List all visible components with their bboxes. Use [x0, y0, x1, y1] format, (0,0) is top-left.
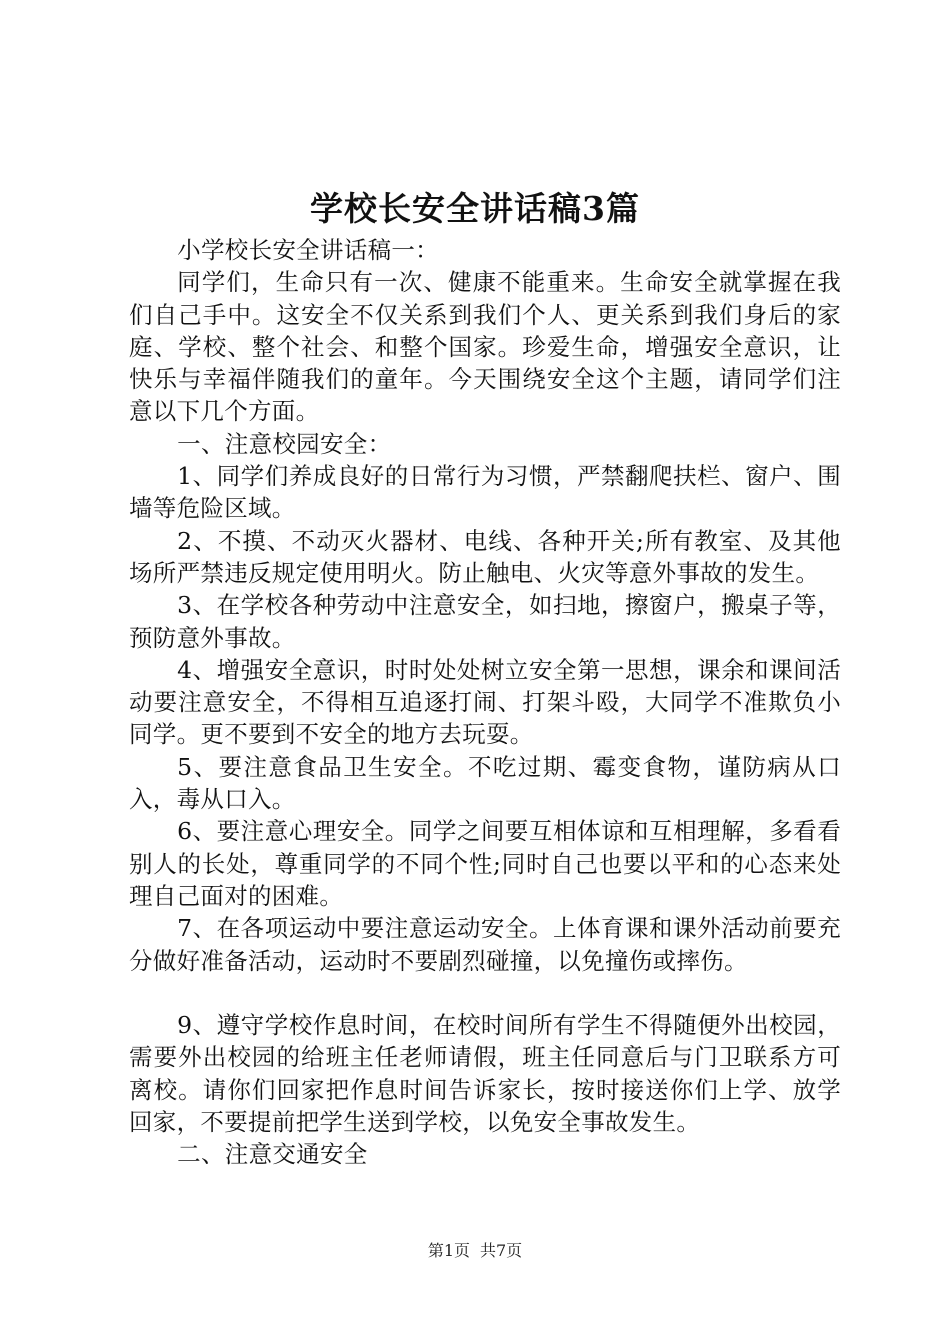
page-footer — [0, 1239, 950, 1263]
section-heading-campus-safety: 一、注意校园安全： — [177, 429, 392, 458]
document-body — [129, 234, 841, 1171]
paragraph-heading-intro: 小学校长安全讲话稿一： — [177, 236, 439, 264]
list-item-4: 4、增强安全意识，时时处处树立安全第一思想，课余和课间活动要注意安全，不得相互追逐打闹、打架斗殴，大同学不准欺负小同学。更不要到不安全的地方去玩耍。 — [129, 655, 841, 749]
section-heading-traffic-safety: 二、注意交通安全 — [177, 1140, 368, 1169]
document-title: 学校长安全讲话稿3篇 — [310, 189, 640, 228]
paragraph-opening: 同学们，生命只有一次、健康不能重来。生命安全就掌握在我们自己手中。这安全不仅关系到我们个人、更关系到我们身后的家庭、学校、整个社会、和整个国家。珍爱生命，增强安全意识，让快乐与幸福伴随我们的童年。今天围绕安全这个主题，请同学们注意以下几个方面。 — [129, 268, 841, 426]
list-item-3: 3、在学校各种劳动中注意安全，如扫地，擦窗户，搬桌子等，预防意外事故。 — [129, 591, 841, 652]
blank-line — [129, 977, 841, 1009]
list-item-1: 1、同学们养成良好的日常行为习惯，严禁翻爬扶栏、窗户、围墙等危险区域。 — [129, 462, 841, 523]
list-item-6: 6、要注意心理安全。同学之间要互相体谅和互相理解，多看看别人的长处，尊重同学的不同个性;同时自己也要以平和的心态来处理自己面对的困难。 — [129, 817, 841, 910]
list-item-9: 9、遵守学校作息时间，在校时间所有学生不得随便外出校园，需要外出校园的给班主任老师请假，班主任同意后与门卫联系方可离校。请你们回家把作息时间告诉家长，按时接送你们上学、放学回家，不要提前把学生送到学校，以免安全事故发生。 — [129, 1011, 841, 1137]
page-number: 第1页 — [427, 1241, 470, 1260]
list-item-5: 5、要注意食品卫生安全。不吃过期、霉变食物，谨防病从口入，毒从口入。 — [129, 752, 841, 814]
list-item-2: 2、不摸、不动灭火器材、电线、各种开关;所有教室、及其他场所严禁违反规定使用明火。防止触电、火灾等意外事故的发生。 — [129, 526, 841, 587]
list-item-7: 7、在各项运动中要注意运动安全。上体育课和课外活动前要充分做好准备活动，运动时不要剧烈碰撞，以免撞伤或摔伤。 — [129, 914, 841, 975]
page-total: 共7页 — [480, 1241, 523, 1260]
